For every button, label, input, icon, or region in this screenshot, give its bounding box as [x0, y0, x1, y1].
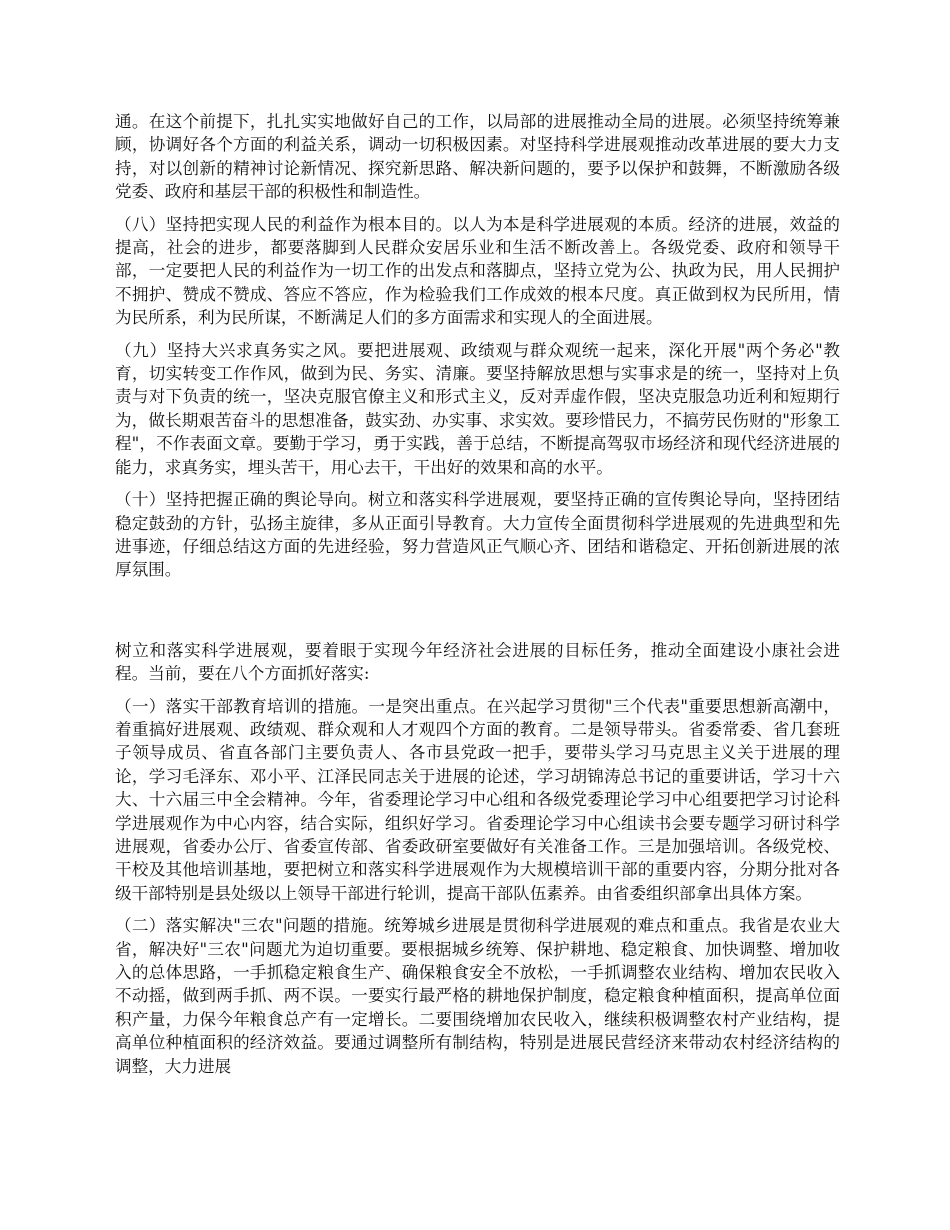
section-spacer: [115, 591, 840, 639]
paragraph-intro: 树立和落实科学进展观，要着眼于实现今年经济社会进展的目标任务，推动全面建设小康社会进程。当前，要在八个方面抓好落实:: [115, 640, 840, 684]
paragraph-item-10: （十）坚持把握正确的舆论导向。树立和落实科学进展观，要坚持正确的宣传舆论导向，坚持团结稳定鼓劲的方针，弘扬主旋律，多从正面引导教育。大力宣传全面贯彻科学进展观的先进典型和先进事迹，仔细总结这方面的先进经验，努力营造风正气顺心齐、团结和谐稳定、开拓创新进展的浓厚氛围。: [115, 490, 840, 580]
paragraph-measure-2: （二）落实解决"三农"问题的措施。统筹城乡进展是贯彻科学进展观的难点和重点。我省是农业大省，解决好"三农"问题尤为迫切重要。要根据城乡统筹、保护耕地、稳定粮食、加快调整、增加收入的总体思路，一手抓稳定粮食生产、确保粮食安全不放松，一手抓调整农业结构、增加农民收入不动摇，做到两手抓、两不误。一要实行最严格的耕地保护制度，稳定粮食种植面积，提高单位面积产量，力保今年粮食总产有一定增长。二要围绕增加农民收入，继续积极调整农村产业结构，提高单位种植面积的经济效益。要通过调整所有制结构，特别是进展民营经济来带动农村经济结构的调整，大力进展: [115, 916, 840, 1076]
paragraph-continuation: 通。在这个前提下，扎扎实实地做好自己的工作，以局部的进展推动全局的进展。必须坚持统筹兼顾，协调好各个方面的利益关系，调动一切积极因素。对坚持科学进展观推动改革进展的要大力支持，对以创新的精神讨论新情况、探究新思路、解决新问题的，要予以保护和鼓舞，不断激励各级党委、政府和基层干部的积极性和制造性。: [115, 112, 840, 202]
paragraph-item-9: （九）坚持大兴求真务实之风。要把进展观、政绩观与群众观统一起来，深化开展"两个务必"教育，切实转变工作作风，做到为民、务实、清廉。要坚持解放思想与实事求是的统一，坚持对上负责与对下负责的统一，坚决克服官僚主义和形式主义，反对弄虚作假，坚决克服急功近利和短期行为，做长期艰苦奋斗的思想准备，鼓实劲、办实事、求实效。要珍惜民力，不搞劳民伤财的"形象工程"，不作表面文章。要勤于学习，勇于实践，善于总结，不断提高驾驭市场经济和现代经济进展的能力，求真务实，埋头苦干，用心去干，干出好的效果和高的水平。: [115, 340, 840, 477]
paragraph-measure-1: （一）落实干部教育培训的措施。一是突出重点。在兴起学习贯彻"三个代表"重要思想新高潮中，着重搞好进展观、政绩观、群众观和人才观四个方面的教育。二是领导带头。省委常委、省几套班子领导成员、省直各部门主要负责人、各市县党政一把手，要带头学习马克思主义关于进展的理论，学习毛泽东、邓小平、江泽民同志关于进展的论述，学习胡锦涛总书记的重要讲话，学习十六大、十六届三中全会精神。今年，省委理论学习中心组和各级党委理论学习中心组要把学习讨论科学进展观作为中心内容，结合实际，组织好学习。省委理论学习中心组读书会要专题学习研讨科学进展观，省委办公厅、省委宣传部、省委政研室要做好有关准备工作。三是加强培训。各级党校、干校及其他培训基地，要把树立和落实科学进展观作为大规模培训干部的重要内容，分期分批对各级干部特别是县处级以上领导干部进行轮训，提高干部队伍素养。由省委组织部拿出具体方案。: [115, 696, 840, 903]
paragraph-item-8: （八）坚持把实现人民的利益作为根本目的。以人为本是科学进展观的本质。经济的进展，效益的提高，社会的进步，都要落脚到人民群众安居乐业和生活不断改善上。各级党委、政府和领导干部，一定要把人民的利益作为一切工作的出发点和落脚点，坚持立党为公、执政为民，用人民拥护不拥护、赞成不赞成、答应不答应，作为检验我们工作成效的根本尺度。真正做到权为民所用，情为民所系，利为民所谋，不断满足人们的多方面需求和实现人的全面进展。: [115, 214, 840, 328]
document-page: [115, 110, 840, 1087]
